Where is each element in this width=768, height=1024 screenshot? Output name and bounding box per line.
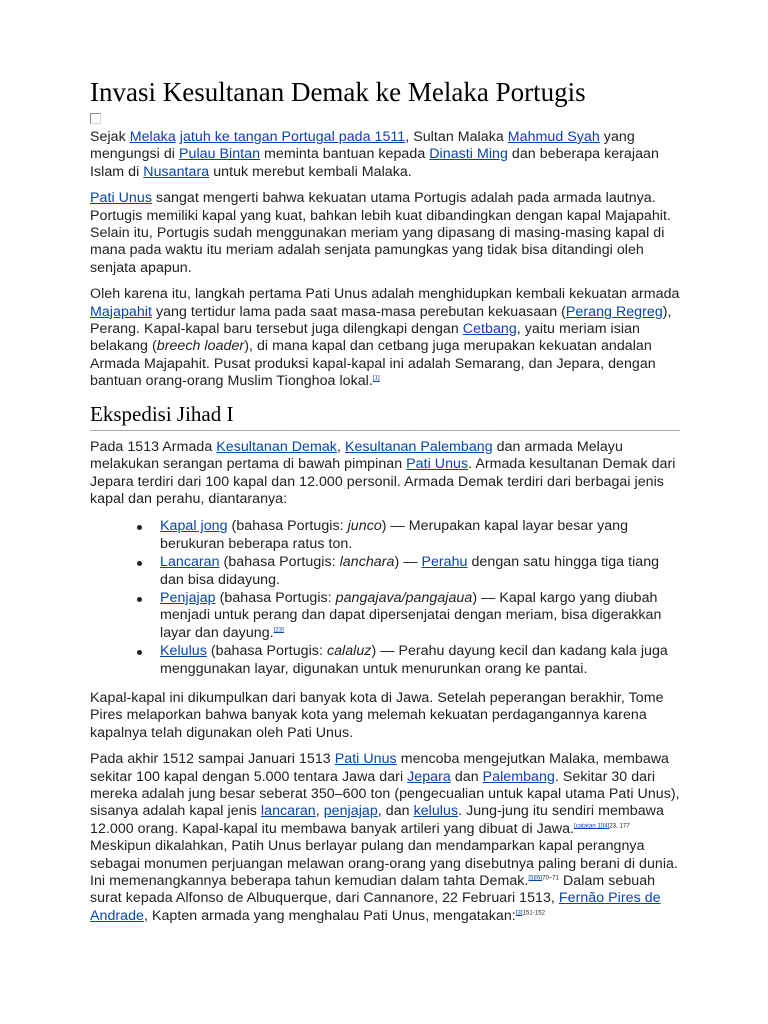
list-item: Lancaran (bahasa Portugis: lanchara) — Perahu dengan satu hingga tiga tiang dan bisa didayung.	[160, 554, 680, 589]
link-pati-unus[interactable]: Pati Unus	[334, 751, 397, 768]
paragraph-first-attack: Pada 1513 Armada Kesultanan Demak, Kesultanan Palembang dan armada Melayu melakukan serangan pertama di bawah pimpinan Pati Unus. Armada kesultanan Demak dari Jepara terdiri dari 100 kapal dan 12.000 personil. Armada Demak terdiri dari berbagai jenis kapal dan perahu, diantaranya:	[90, 438, 676, 507]
link-kapal-jong[interactable]: Kapal jong	[160, 518, 228, 535]
link-melaka[interactable]: Melaka	[129, 129, 176, 145]
link-kesultanan-palembang[interactable]: Kesultanan Palembang	[344, 438, 493, 455]
link-penjajap[interactable]: Penjajap	[160, 589, 216, 606]
link-palembang[interactable]: Palembang	[482, 768, 555, 785]
link-jatuh-portugal[interactable]: jatuh ke tangan Portugal pada 1511	[179, 129, 406, 145]
list-item: Penjajap (bahasa Portugis: pangajava/pangajaua) — Kapal kargo yang diubah menjadi untuk perang dan dapat dipersenjatai dengan meriam, bisa digerakkan layar dan dayung.[23]	[160, 590, 680, 642]
citation-link[interactable]: [catatan 1][4]	[574, 823, 610, 830]
link-pulau-bintan[interactable]: Pulau Bintan	[178, 146, 261, 163]
broken-image-icon	[90, 113, 101, 124]
link-perang-regreg[interactable]: Perang Regreg	[565, 303, 663, 320]
paragraph-pati-unus-strategy: Pati Unus sangat mengerti bahwa kekuatan utama Portugis adalah pada armada lautnya. Portugis memiliki kapal yang kuat, bahkan lebih kuat dibandingkan dengan kapal Majapahit. Selain itu, Portugis sudah menggunakan meriam yang dipasang di masing-masing kapal di mana pada waktu itu meriam adalah senjata pamungkas yang tidak bisa ditandingi oleh senjata apapun.	[90, 190, 671, 276]
link-pati-unus[interactable]: Pati Unus	[90, 190, 152, 207]
link-dinasti-ming[interactable]: Dinasti Ming	[429, 146, 508, 163]
list-item: Kapal jong (bahasa Portugis: junco) — Merupakan kapal layar besar yang berukuran beberapa ratus ton.	[160, 518, 680, 553]
link-pati-unus[interactable]: Pati Unus	[406, 456, 469, 473]
paragraph-surprise-attack: Pada akhir 1512 sampai Januari 1513 Pati Unus mencoba mengejutkan Malaka, membawa sekitar 100 kapal dengan 5.000 tentara Jawa dari Jepara dan Palembang. Sekitar 30 dari mereka adalah jung besar seberat 350–600 ton (pengecualian untuk kapal utama Pati Unus), sisanya adalah kapal jenis lancaran, penjajap, dan kelulus. Jung-jung itu sendiri membawa 12.000 orang. Kapal-kapal itu membawa banyak artileri yang dibuat di Jawa.$^{[catatan 1][4]23, 177}$ Meskipun dikalahkan, Patih Unus berlayar pulang dan mendamparkan kapal perangnya sebagai monumen perjuangan melawan orang-orang yang disebutnya paling berani di dunia. Ini memenangkannya beberapa tahun kemudian dalam tahta Demak.$^{[5][6]70-71}$ Dalam sebuah surat kepada Alfonso de Albuquerque, dari Cannanore, 22 Februari 1513, Fernão Pires de Andrade, Kapten armada yang menghalau Pati Unus, mengatakan:$^{[3]151-152}$	[90, 751, 680, 924]
link-cetbang[interactable]: Cetbang	[462, 321, 517, 338]
link-kelulus-inline[interactable]: kelulus	[413, 803, 459, 820]
paragraph-ships-collected: Kapal-kapal ini dikumpulkan dari banyak kota di Jawa. Setelah peperangan berakhir, Tome Pires melaporkan bahwa banyak kota yang melemah kekuatan perdagangannya karena kapalnya telah digunakan oleh Pati Unus.	[90, 689, 664, 741]
ship-types-list	[90, 518, 680, 678]
article-content	[90, 72, 680, 934]
citation-link[interactable]: [5][6]	[528, 875, 543, 882]
paragraph-armada-revival: Oleh karena itu, langkah pertama Pati Unus adalah menghidupkan kembali kekuatan armada Majapahit yang tertidur lama pada saat masa-masa perebutan kekuasaan (Perang Regreg), Perang. Kapal-kapal baru tersebut juga dilengkapi dengan Cetbang, yaitu meriam isian belakang (breech loader), di mana kapal dan cetbang juga merupakan kekuatan andalan Armada Majapahit. Pusat produksi kapal-kapal ini adalah Semarang, dan Jepara, dengan bantuan orang-orang Muslim Tionghoa lokal.[1]	[90, 286, 680, 390]
link-perahu[interactable]: Perahu	[421, 554, 468, 571]
citation-link[interactable]: [23]	[273, 627, 284, 634]
link-penjajap-inline[interactable]: penjajap	[323, 803, 378, 820]
link-kelulus[interactable]: Kelulus	[160, 643, 207, 660]
link-kesultanan-demak[interactable]: Kesultanan Demak	[216, 438, 337, 455]
link-majapahit[interactable]: Majapahit	[90, 303, 152, 320]
citation-link[interactable]: [1]	[372, 375, 380, 382]
link-lancaran-inline[interactable]: lancaran	[260, 803, 316, 820]
link-mahmud-syah[interactable]: Mahmud Syah	[507, 129, 600, 145]
page-title: Invasi Kesultanan Demak ke Melaka Portugis	[90, 77, 586, 107]
section-heading: Ekspedisi Jihad I	[90, 400, 680, 431]
link-jepara[interactable]: Jepara	[407, 768, 451, 785]
link-fernao-pires[interactable]: Fernão Pires de Andrade	[90, 890, 661, 924]
link-nusantara[interactable]: Nusantara	[143, 163, 210, 180]
link-lancaran[interactable]: Lancaran	[160, 554, 220, 571]
list-item: Kelulus (bahasa Portugis: calaluz) — Perahu dayung kecil dan kadang kala juga menggunakan layar, digunakan untuk menurunkan orang ke pantai.	[160, 643, 680, 678]
citation-link[interactable]: [3]	[515, 910, 523, 917]
intro-paragraph: Sejak Melaka jatuh ke tangan Portugal pada 1511, Sultan Malaka Mahmud Syah yang mengungsi di Pulau Bintan meminta bantuan kepada Dinasti Ming dan beberapa kerajaan Islam di Nusantara untuk merebut kembali Malaka.	[90, 129, 659, 180]
